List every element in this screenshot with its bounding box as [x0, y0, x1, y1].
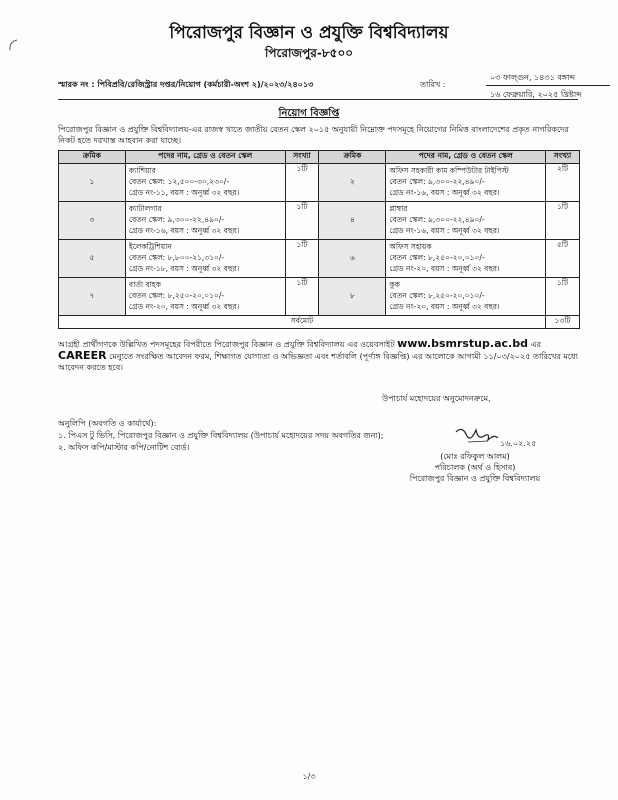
apply-text-2: এর: [530, 340, 541, 349]
post-grade: গ্রেড নং-১৬, বয়স : অনূর্ধ্ব ৩২ বছর।: [389, 226, 500, 235]
post-name: কুক: [389, 280, 400, 289]
serial-cell: ৮: [319, 278, 386, 316]
header-count: সংখ্যা: [285, 151, 319, 164]
copy-item: ২. অফিস কপি/মাস্টার কপি/নোটিশ বোর্ড।: [58, 443, 190, 452]
count-cell: ৫টি: [546, 240, 580, 278]
count-cell: ১টি: [285, 202, 319, 240]
post-grade: গ্রেড নং-২০, বয়স : অনূর্ধ্ব ৩২ বছর।: [389, 264, 500, 273]
header-count: সংখ্যা: [546, 151, 580, 164]
post-grade: গ্রেড নং-১১, বয়স : অনূর্ধ্ব ৩২ বছর।: [128, 188, 240, 197]
post-scale: বেতন স্কেল: ৯,৩০০-২২,৪৯০/-: [389, 215, 485, 224]
post-cell: [386, 164, 546, 202]
post-name: অফিস সহকারী কাম কম্পিউটার টাইপিস্ট: [389, 166, 509, 175]
application-instructions: [58, 338, 580, 373]
table-row: [59, 164, 580, 202]
count-cell: ১টি: [546, 278, 580, 316]
page-number: ১/৩: [302, 772, 316, 781]
post-name: প্লাম্বার: [389, 204, 408, 213]
post-grade: গ্রেড নং-২০, বয়স : অনূর্ধ্ব ৩২ বছর।: [128, 302, 240, 311]
post-cell: [386, 202, 546, 240]
apply-text-1: আগ্রহী প্রার্থীগণকে উল্লিখিত পদসমূহের বিপরীতে পিরোজপুর বিজ্ঞান ও প্রযুক্তি বিশ্ববিদ্যালয় এর ওয়েবসাইট: [58, 340, 395, 349]
count-cell: ১টি: [285, 278, 319, 316]
date-bangla: ০৩ ফাল্গুন, ১৪৩১ বঙ্গাব্দ: [490, 73, 576, 82]
career-menu-label: CAREER: [58, 349, 107, 362]
post-grade: গ্রেড নং-১৬, বয়স : অনূর্ধ্ব ৩২ বছর।: [389, 188, 500, 197]
post-name: ইলেকট্রিশিয়ান: [128, 242, 172, 251]
post-scale: বেতন স্কেল: ৯,৩০০-২২,৪৯০/-: [389, 177, 485, 186]
signature-image: [448, 424, 548, 452]
approval-line: উপাচার্য মহোদয়ের অনুমোদনক্রমে,: [382, 394, 491, 403]
table-header-row: [59, 151, 580, 164]
copy-title: অনুলিপি (অবগতি ও কার্যার্থে):: [58, 419, 157, 428]
post-scale: বেতন স্কেল: ৮,৮০০-২১,৩১০/-: [128, 253, 225, 262]
total-row: [59, 316, 580, 329]
copy-item: ১. পিএস টু ভিসি, পিরোজপুর বিজ্ঞান ও প্রযুক্তি বিশ্ববিদ্যালয় (উপাচার্য মহোদয়ের সদয় অবগতির জন্য);: [58, 431, 384, 440]
post-name: ক্যাটালগার: [128, 204, 162, 213]
header-rule: [58, 99, 578, 100]
count-cell: ২টি: [546, 164, 580, 202]
header-serial: ক্রমিক: [319, 151, 386, 164]
post-name: বার্তা বাহক: [128, 280, 161, 289]
post-scale: বেতন স্কেল: ১২,৫০০-৩০,২৩০/-: [128, 177, 230, 186]
post-cell: [125, 240, 285, 278]
apply-text-3: মেন্যুতে সংরক্ষিত আবেদন ফরম, শিক্ষাগত যোগ্যতা ও অভিজ্ঞতা এবং শর্তাবলি (পূর্ণাঙ্গ বিজ্ঞপ্তি) এর আলোকে আগামী ১১/০৩/২০২৫ তারিখের মধ্যে আবেদন করতে হবে।: [58, 352, 578, 372]
post-grade: গ্রেড নং-১৬, বয়স : অনূর্ধ্ব ৩২ বছর।: [128, 226, 240, 235]
signatory-org: পিরোজপুর বিজ্ঞান ও প্রযুক্তি বিশ্ববিদ্যালয়: [409, 474, 541, 483]
post-scale: বেতন স্কেল: ৮,২৫০-২০,০১০/-: [128, 291, 225, 300]
count-cell: ১টি: [285, 240, 319, 278]
university-title: পিরোজপুর বিজ্ঞান ও প্রযুক্তি বিশ্ববিদ্যালয়: [169, 23, 449, 43]
date-label: তারিখ :: [420, 80, 446, 89]
signature-date: ১৬.০২.২৫: [500, 439, 537, 448]
notice-heading: নিয়োগ বিজ্ঞপ্তি: [278, 108, 340, 119]
table-row: [59, 202, 580, 240]
copy-list: [58, 418, 383, 454]
post-name: ক্যাশিয়ার: [128, 166, 156, 175]
signatory-designation: পরিচালক (অর্থ ও হিসাব): [434, 463, 516, 472]
vacancy-table: [58, 150, 580, 329]
post-name: অফিস সহায়ক: [389, 242, 432, 251]
header-post: পদের নাম, গ্রেড ও বেতন স্কেল: [125, 151, 285, 164]
signatory-name: (মোঃ রফিকুল আলম): [440, 452, 510, 461]
date-english: ১৬ ফেব্রুয়ারি, ২০২৫ খ্রিষ্টাব্দ: [490, 90, 582, 99]
table-row: [59, 240, 580, 278]
serial-cell: ১: [59, 164, 126, 202]
serial-cell: ৫: [59, 240, 126, 278]
signatory-block: [380, 451, 570, 484]
post-cell: [125, 164, 285, 202]
serial-cell: ৬: [319, 240, 386, 278]
total-label: সর্বমোট: [59, 316, 546, 329]
website-link[interactable]: www.bsmrstup.ac.bd: [397, 337, 528, 350]
notice-intro: পিরোজপুর বিজ্ঞান ও প্রযুক্তি বিশ্ববিদ্যালয়-এর রাজস্ব খাতে জাতীয় বেতন স্কেল ২০১৫ অনুযায়ী নিম্নোক্ত পদসমূহে নিয়োগের নিমিত্ত বাংলাদেশের প্রকৃত নাগরিকদের নিকট হতে দরখাস্ত আহবান করা যাচ্ছে।: [58, 125, 569, 145]
post-cell: [125, 278, 285, 316]
post-cell: [125, 202, 285, 240]
serial-cell: ২: [319, 164, 386, 202]
total-count: ১৩টি: [546, 316, 580, 329]
count-cell: ১টি: [285, 164, 319, 202]
header-post: পদের নাম, গ্রেড ও বেতন স্কেল: [386, 151, 546, 164]
post-scale: বেতন স্কেল: ৯,৩০০-২২,৪৯০/-: [128, 215, 225, 224]
post-cell: [386, 240, 546, 278]
serial-cell: ৩: [59, 202, 126, 240]
header-serial: ক্রমিক: [59, 151, 126, 164]
serial-cell: ৪: [319, 202, 386, 240]
university-address: পিরোজপুর-৮৫০০: [264, 46, 354, 60]
date-divider: [486, 85, 610, 86]
post-scale: বেতন স্কেল: ৮,২৫০-২০,০১০/-: [389, 253, 485, 262]
post-scale: বেতন স্কেল: ৮,২৫০-২০,০১০/-: [389, 291, 485, 300]
post-grade: গ্রেড নং-১৮, বয়স : অনূর্ধ্ব ৩২ বছর।: [128, 264, 240, 273]
serial-cell: ৭: [59, 278, 126, 316]
memo-number: স্মারক নং : পিবিপ্রবি/রেজিস্ট্রার দপ্তর/নিয়োগ (কর্মচারী-অংশ ২)/২০২৩/২৪০১৩: [58, 80, 314, 89]
post-cell: [386, 278, 546, 316]
count-cell: ১টি: [546, 202, 580, 240]
post-grade: গ্রেড নং-২০, বয়স : অনূর্ধ্ব ৩২ বছর।: [389, 302, 500, 311]
table-row: [59, 278, 580, 316]
